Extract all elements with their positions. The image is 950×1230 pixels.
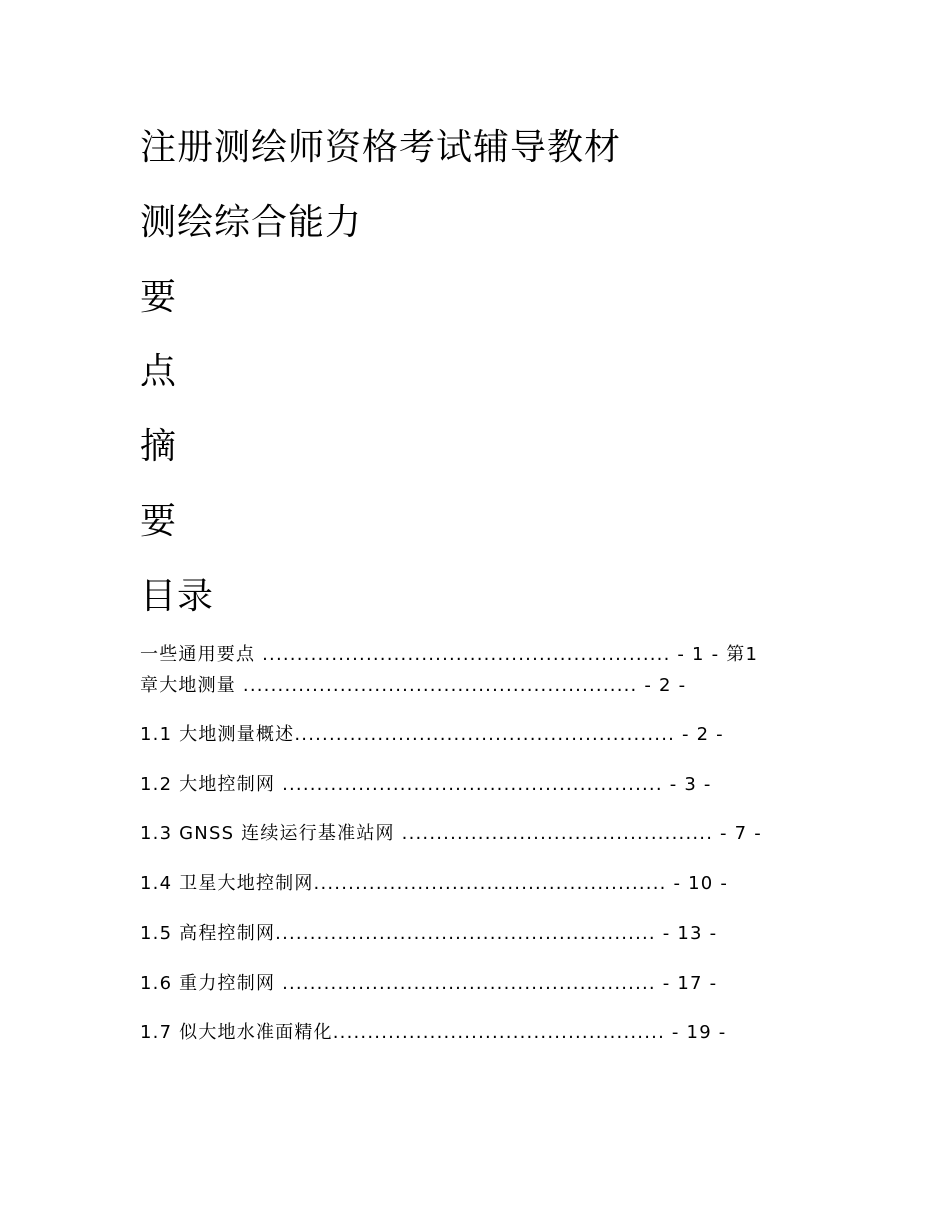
toc-entry-label: 1.5 高程控制网 — [140, 923, 276, 944]
toc-entry[interactable] — [140, 644, 758, 666]
toc-entry-label: 章大地测量 — [140, 675, 243, 696]
toc-entry-label: 一些通用要点 — [140, 644, 263, 665]
toc-entry[interactable] — [140, 923, 717, 945]
toc-entry-dots: ....................................................... — [275, 923, 656, 944]
toc-entry-page: - 17 - — [655, 973, 718, 994]
toc-entry[interactable] — [140, 973, 717, 995]
toc-entry-page: - 3 - — [662, 774, 712, 795]
toc-entry-label: 1.2 大地控制网 — [140, 774, 283, 795]
toc-entry-label: 1.7 似大地水准面精化 — [140, 1022, 333, 1043]
toc-entry[interactable] — [140, 675, 686, 697]
toc-entry-page: - 2 - — [675, 724, 724, 745]
toc-entry-dots: ................................................... — [313, 873, 667, 894]
toc-entry[interactable] — [140, 873, 728, 895]
toc-entry-page: - 7 - — [713, 823, 762, 844]
subtitle-char: 要 — [140, 277, 178, 318]
toc-entry-dots: ....................................................... — [282, 774, 663, 795]
toc-entry-dots: ...................................................... — [282, 973, 656, 994]
toc-entry-page: - 13 - — [655, 923, 718, 944]
toc-entry-dots: ............................................. — [401, 823, 714, 844]
toc-entry-label: 1.4 卫星大地控制网 — [140, 873, 314, 894]
toc-entry-dots: ........................................................... — [262, 644, 671, 665]
toc-entry-label: 第1 — [726, 644, 759, 665]
toc-entry-page: - 19 - — [665, 1022, 727, 1043]
toc-entry[interactable] — [140, 724, 724, 746]
toc-entry-dots: ......................................................... — [242, 675, 638, 696]
toc-entry-page: - 10 - — [666, 873, 729, 894]
subtitle-char: 要 — [140, 501, 178, 542]
toc-entry-page: - 1 - — [670, 644, 727, 665]
toc-entry-label: 1.6 重力控制网 — [140, 973, 283, 994]
toc-entry[interactable] — [140, 823, 762, 845]
toc-entry-dots: ....................................................... — [294, 724, 676, 745]
toc-entry[interactable] — [140, 1022, 726, 1044]
toc-entry[interactable] — [140, 774, 712, 796]
toc-entry-page: - 2 - — [637, 675, 687, 696]
subtitle-char: 摘 — [140, 426, 178, 467]
toc-entry-dots: ................................................ — [332, 1022, 665, 1043]
document-subject: 测绘综合能力 — [140, 202, 363, 243]
toc-entry-label: 1.3 GNSS 连续运行基准站网 — [140, 823, 402, 844]
toc-entry-label: 1.1 大地测量概述 — [140, 724, 295, 745]
toc-heading: 目录 — [140, 576, 215, 617]
subtitle-char: 点 — [140, 351, 178, 392]
document-title: 注册测绘师资格考试辅导教材 — [140, 127, 622, 168]
